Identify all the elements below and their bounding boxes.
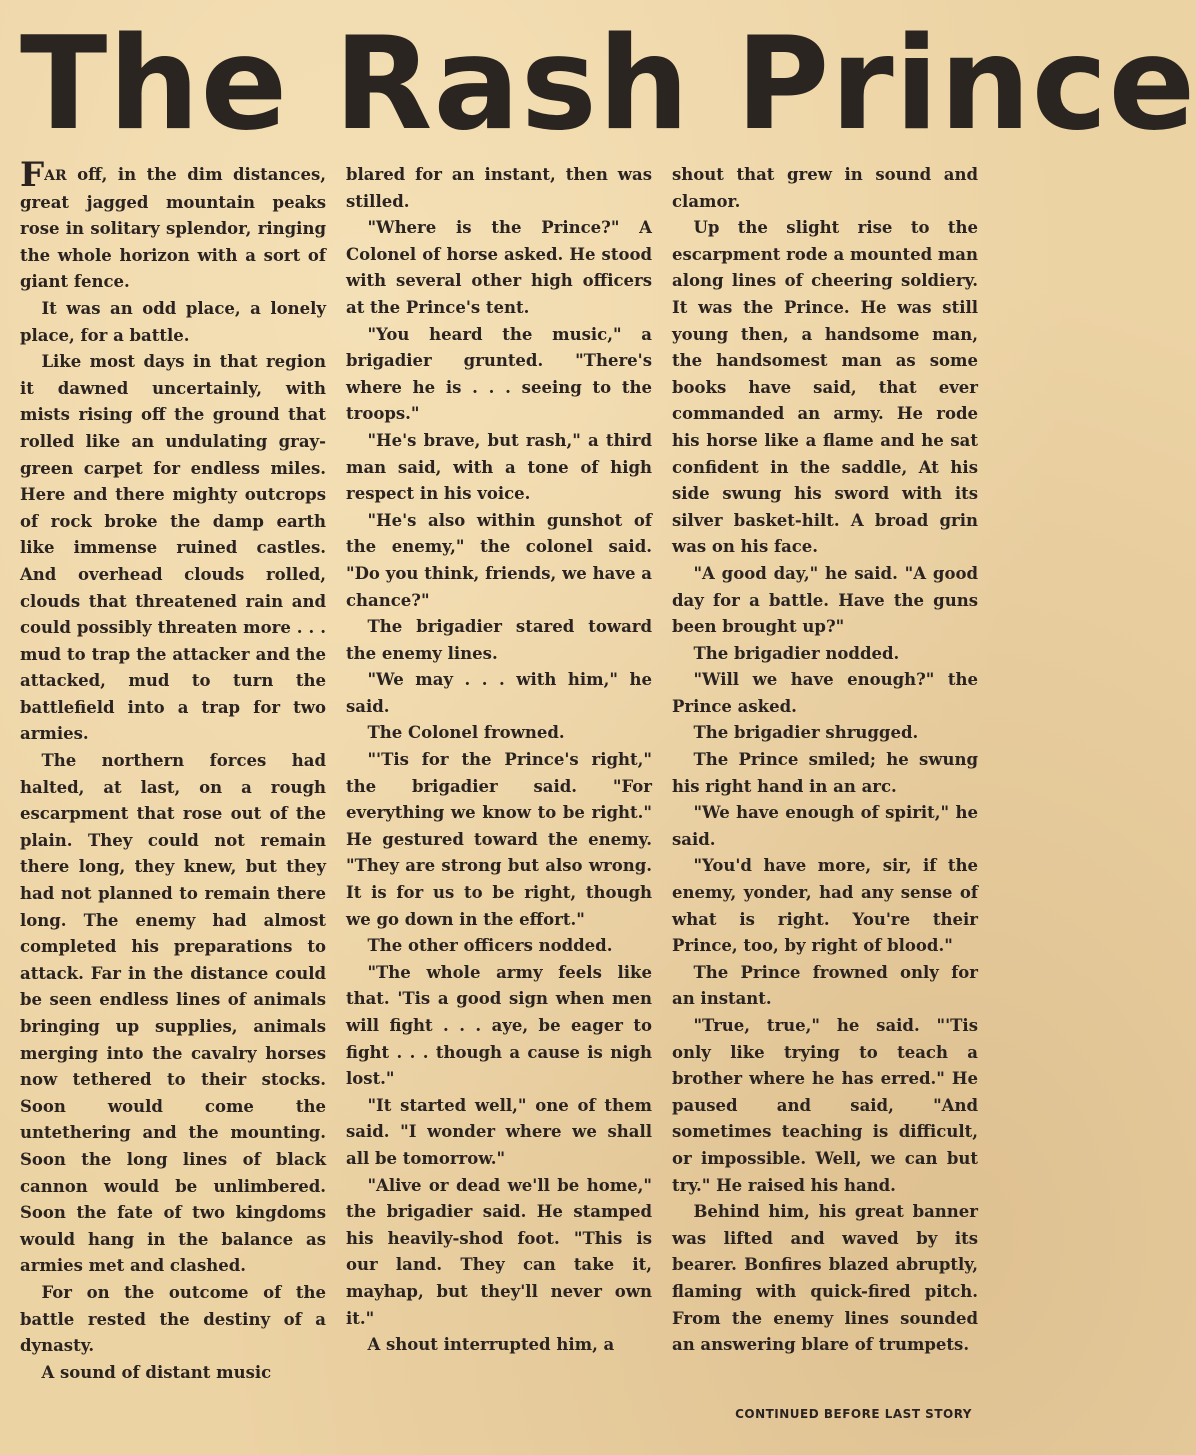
story-paragraph: Behind him, his great banner was lifted and waved by its bearer. Bonfires blazed abruptly, flaming with quick-fired pitch. From the enemy lines sounded an answering blare of trumpets. xyxy=(672,1202,978,1355)
story-paragraph: A shout interrupted him, a xyxy=(367,1335,615,1355)
continued-note: CONTINUED BEFORE LAST STORY xyxy=(735,1407,972,1421)
story-paragraph: For on the outcome of the battle rested the destiny of a dynasty. xyxy=(20,1282,326,1356)
story-paragraph: "You'd have more, sir, if the enemy, yonder, had any sense of what is right. You're their Prince, too, by right of blood." xyxy=(672,856,978,956)
story-paragraph: blared for an instant, then was stilled. xyxy=(346,165,652,211)
story-paragraph: "You heard the music," a brigadier grunted. "There's where he is . . . seeing to the troops." xyxy=(346,324,652,424)
text-column-3 xyxy=(672,162,978,1402)
story-paragraph: "We have enough of spirit," he said. xyxy=(672,803,978,849)
story-paragraph: The Prince frowned only for an instant. xyxy=(672,962,978,1009)
story-paragraph: The Prince smiled; he swung his right hand in an arc. xyxy=(672,750,978,796)
story-paragraph: "A good day," he said. "A good day for a battle. Have the guns been brought up?" xyxy=(672,563,978,637)
story-paragraph: "He's also within gunshot of the enemy," the colonel said. "Do you think, friends, we have a chance?" xyxy=(346,510,652,610)
story-paragraph: The Colonel frowned. xyxy=(367,723,565,743)
story-paragraph: "Where is the Prince?" A Colonel of horse asked. He stood with several other high officers at the Prince's tent. xyxy=(346,218,652,317)
drop-cap: F xyxy=(20,155,45,195)
story-title: The Rash Prince xyxy=(20,10,1196,159)
story-paragraph: Like most days in that region it dawned uncertainly, with mists rising off the ground that rolled like an undulating gray-green carpet for endless miles. Here and there mighty outcrops of rock broke the damp earth like immense ruined castles. And overhead clouds rolled, clouds that threatened rain and could possibly threaten more . . . mud to trap the attacker and the attacked, mud to turn the battlefield into a trap for two armies. xyxy=(20,352,326,744)
story-paragraph: "The whole army feels like that. 'Tis a good sign when men will fight . . . aye, be eager to fight . . . though a cause is nigh lost." xyxy=(346,962,652,1089)
story-paragraph: "It started well," one of them said. "I wonder where we shall all be tomorrow." xyxy=(346,1095,652,1168)
story-paragraph: Up the slight rise to the escarpment rode a mounted man along lines of cheering soldiery. It was the Prince. He was still young then, a handsome man, the handsomest man as some books have said, that ever commanded an army. He rode his horse like a flame and he sat confident in the saddle, At his side swung his sword with its silver basket-hilt. A broad grin was on his face. xyxy=(672,218,978,557)
text-column-2 xyxy=(346,162,652,1402)
story-paragraph: "Will we have enough?" the Prince asked. xyxy=(672,670,978,716)
story-paragraph: "Alive or dead we'll be home," the brigadier said. He stamped his heavily-shod foot. "This is our land. They can take it, mayhap, but they'll never own it." xyxy=(346,1175,652,1328)
story-paragraph xyxy=(20,155,326,296)
story-paragraph: "He's brave, but rash," a third man said, with a tone of high respect in his voice. xyxy=(346,430,652,504)
story-paragraph: "'Tis for the Prince's right," the brigadier said. "For everything we know to be right." He gestured toward the enemy. "They are strong but also wrong. It is for us to be right, though we go down in the effort." xyxy=(346,750,652,929)
paragraph-text: off, in the dim distances, great jagged mountain peaks rose in solitary splendor, ringing the whole horizon with a sort of giant fence. xyxy=(20,165,326,292)
story-paragraph: shout that grew in sound and clamor. xyxy=(672,165,978,211)
story-paragraph: "True, true," he said. "'Tis only like trying to teach a brother where he has erred." He paused and said, "And sometimes teaching is difficult, or impossible. Well, we can but try." He raised his hand. xyxy=(672,1016,978,1195)
story-paragraph: The northern forces had halted, at last, on a rough escarpment that rose out of the plain. They could not remain there long, they knew, but they had not planned to remain there long. The enemy had almost completed his preparations to attack. Far in the distance could be seen endless lines of animals bringing up supplies, animals merging into the cavalry horses now tethered to their stocks. Soon would come the untethering and the mounting. Soon the long lines of black cannon would be unlimbered. Soon the fate of two kingdoms would hang in the balance as armies met and clashed. xyxy=(20,751,326,1276)
small-caps-lead: AR xyxy=(44,168,67,184)
story-paragraph: The brigadier nodded. xyxy=(693,643,900,663)
story-paragraph: The brigadier shrugged. xyxy=(693,723,919,743)
story-columns xyxy=(20,155,978,1402)
story-paragraph: It was an odd place, a lonely place, for a battle. xyxy=(20,298,326,345)
story-paragraph: The brigadier stared toward the enemy lines. xyxy=(346,617,652,663)
story-paragraph: "We may . . . with him," he said. xyxy=(346,670,652,716)
story-paragraph: A sound of distant music xyxy=(41,1362,272,1382)
text-column-1 xyxy=(20,155,326,1402)
story-paragraph: The other officers nodded. xyxy=(367,936,613,956)
